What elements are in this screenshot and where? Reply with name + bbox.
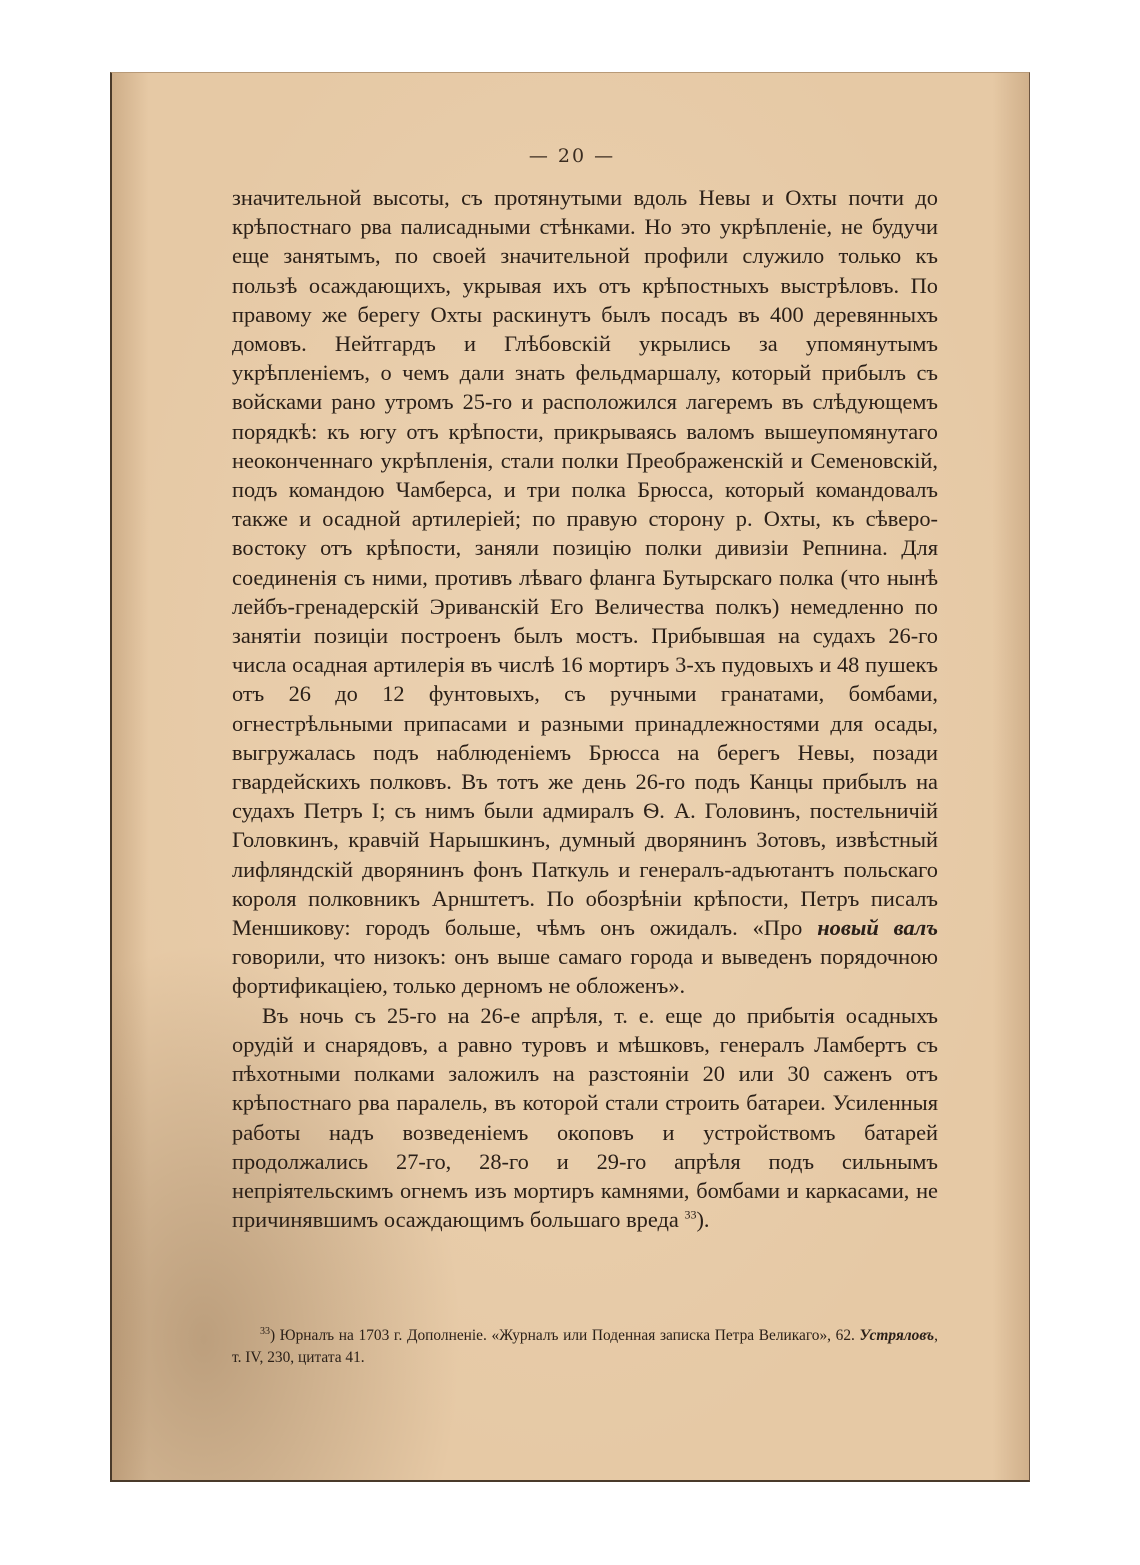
page-number: — 20 — xyxy=(528,145,616,167)
footnote-divider xyxy=(232,1323,938,1324)
footnote-mark: 33 xyxy=(260,1325,270,1337)
footnote-33 xyxy=(232,1325,938,1369)
paragraph-1-text: значительной высоты, съ протянутыми вдоль Невы и Охты почти до крѣпостнаго рва палисадными стѣнками. Но это укрѣпленіе, не будучи еще занятымъ, по своей значительной профили служило только къ пользѣ осаждающихъ, укрывая ихъ отъ крѣпостныхъ выстрѣловъ. По правому же берегу Охты раскинутъ былъ посадъ въ 400 деревянныхъ домовъ. Нейтгардъ и Глѣбовскій укрылись за упомянутымъ укрѣпленіемъ, о чемъ дали знать фельдмаршалу, который прибылъ съ войсками рано утромъ 25-го и расположился лагеремъ въ слѣдующемъ порядкѣ: къ югу отъ крѣпости, прикрываясь валомъ вышеупомянутаго неоконченнаго укрѣпленія, стали полки Преображенскій и Семеновскій, подъ командою Чамберса, и три полка Брюсса, который командовалъ также и осадной артилеріей; по правую сторону р. Охты, къ сѣверо-востоку отъ крѣпости, заняли позицію полки дивизіи Репнина. Для соединенія съ ними, противъ лѣваго фланга Бутырскаго полка (что нынѣ лейбъ-гренадерскій Эриванскій Его Величества полкъ) немедленно по занятіи позиціи построенъ былъ мостъ. Прибывшая на судахъ 26-го числа осадная артилерія въ числѣ 16 мортиръ 3-хъ пудовыхъ и 48 пушекъ отъ 26 до 12 фунтовыхъ, съ ручными гранатами, бомбами, огнестрѣльными припасами и разными принадлежностями для осады, выгружалась подъ наблюденіемъ Брюсса на берегъ Невы, позади гвардейскихъ полковъ. Въ тотъ же день 26-го подъ Канцы прибылъ на судахъ Петръ I; съ нимъ были адмиралъ Ѳ. А. Головинъ, постельничій Головкинъ, кравчій Нарышкинъ, думный дворянинъ Зотовъ, извѣстный лифляндскій дворянинъ фонъ Паткуль и генералъ-адъютантъ польскаго короля полковникъ Арнштетъ. По обозрѣніи крѣпости, Петръ писалъ Меншикову: городъ больше, чѣмъ онъ ожидалъ. «Про xyxy=(232,185,938,941)
footnote-text-end: , т. IV, 230, цитата 41. xyxy=(232,1327,938,1366)
paragraph-2 xyxy=(232,1001,938,1235)
footnotes xyxy=(232,1325,938,1369)
footnote-text: ) Юрналъ на 1703 г. Дополненіе. «Журналъ или Поденная записка Петра Великаго», 62. xyxy=(270,1327,860,1344)
paragraph-2-end: ). xyxy=(696,1207,710,1233)
paragraph-2-text: Въ ночь съ 25-го на 26-е апрѣля, т. е. еще до прибытія осадныхъ орудій и снарядовъ, а равно туровъ и мѣшковъ, генералъ Ламбертъ съ пѣхотными полками заложилъ на разстояніи 20 или 30 саженъ отъ крѣпостнаго рва паралель, въ которой стали строить батареи. Усиленныя работы надъ возведеніемъ окоповъ и устройствомъ батарей продолжались 27-го, 28-го и 29-го апрѣля подъ сильнымъ непріятельскимъ огнемъ изъ мортиръ камнями, бомбами и каркасами, не причинявшимъ осаждающимъ большаго вреда xyxy=(232,1002,938,1233)
scanned-page xyxy=(110,72,1030,1482)
emphasis-new-rampart: новый валъ xyxy=(817,915,938,941)
paragraph-1 xyxy=(232,183,938,1001)
paragraph-1-text-end: говорили, что низокъ: онъ выше самаго города и выведенъ порядочною фортификаціею, только дерномъ не обложенъ». xyxy=(232,944,938,999)
footnote-author: Устряловъ xyxy=(859,1327,935,1344)
main-text xyxy=(232,183,938,1234)
footnote-reference: 33 xyxy=(684,1207,697,1222)
